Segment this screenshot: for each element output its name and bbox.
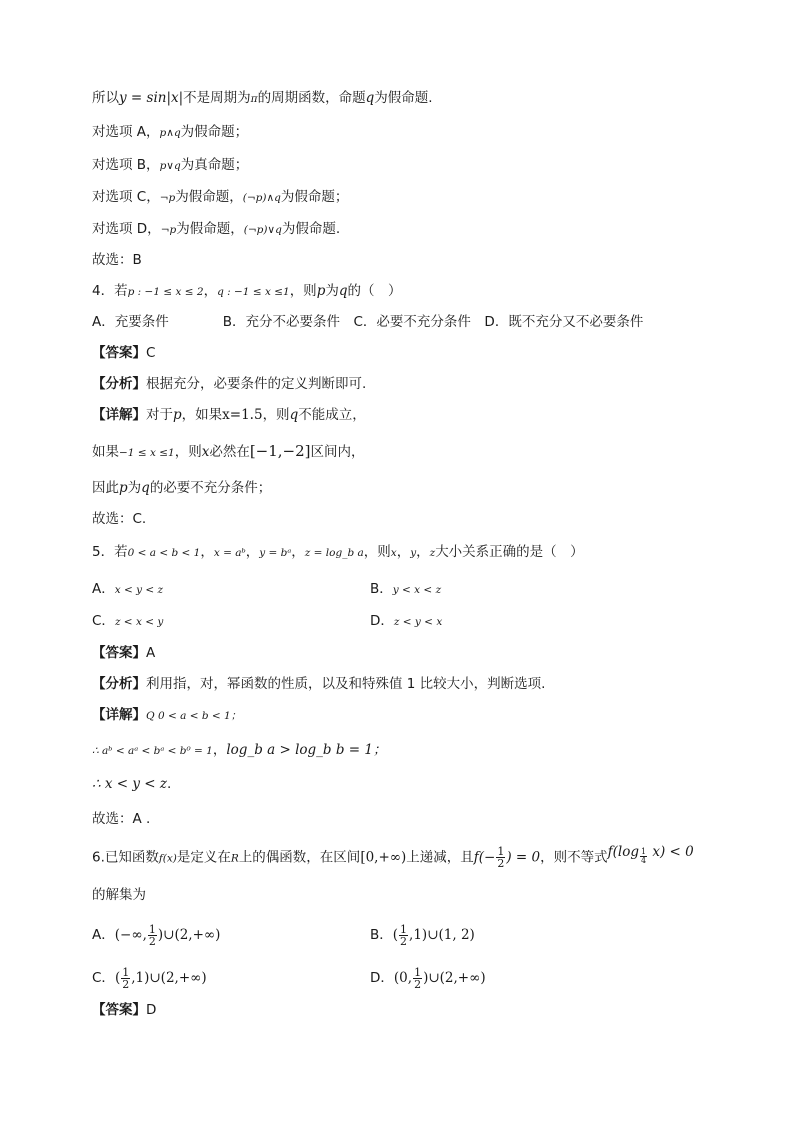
q4-stem: 4．若p : −1 ≤ x ≤ 2，q : −1 ≤ x ≤1，则p为q的（ ） [92, 283, 402, 299]
q4-detail-line2: 如果−1 ≤ x ≤1，则x必然在[−1,−2]区间内， [92, 442, 365, 460]
q5-options-row1: A．x < y < z B．y < x < z [92, 581, 442, 597]
q6-log-base-fraction: $\frac{1}{4}$ [640, 847, 647, 865]
q4-options: A．充要条件 B．充分不必要条件 C．必要不充分条件 D．既不充分又不必要条件 [92, 314, 644, 330]
q5-detail-line2: ∴ aᵇ < aᵃ < bᵃ < b⁰ = 1，log_b a > log_b b = 1； [92, 742, 387, 758]
prev-option-c-line: 对选项 C，¬p为假命题，(¬p)∧q为假命题； [92, 189, 349, 205]
q5-detail: 【详解】Q 0 < a < b < 1； [92, 707, 242, 723]
prev-option-a-line: 对选项 A，p∧q为假命题； [92, 124, 249, 140]
q6-options-row2: C．( $\frac{1}{2}$ ,1)∪(2,+∞) D．(0, $\frac{1}{2}$ )∪(2,+∞) [92, 965, 486, 991]
q4-choose: 故选：C. [92, 511, 147, 527]
prev-conclusion-line: 所以y = sin|x|不是周期为π的周期函数，命题q为假命题. [92, 90, 433, 106]
q5-stem: 5．若0 < a < b < 1，x = aᵇ，y = bᵃ，z = log_b a，则x，y，z大小关系正确的是（ ） [92, 544, 584, 560]
q6-options-row1: A．(−∞, $\frac{1}{2}$ )∪(2,+∞) B．( $\frac{1}{2}$ ,1)∪(1, 2) [92, 922, 475, 948]
prev-choose-line: 故选：B [92, 252, 142, 268]
q6-stem-fraction: $\frac{1}{2}$ [497, 845, 505, 870]
prev-option-d-line: 对选项 D，¬p为假命题，(¬p)∨q为假命题. [92, 221, 341, 237]
q4-answer: 【答案】C [92, 345, 156, 361]
q5-answer: 【答案】A [92, 645, 156, 661]
prev-option-b-line: 对选项 B，p∨q为真命题； [92, 157, 249, 173]
q6-stem-line2: 的解集为 [92, 887, 146, 903]
q6-stem: 6.已知函数f(x)是定义在R上的偶函数，在区间[0,+∞)上递减，且f(− $\frac{1}{2}$ ) = 0，则不等式f(log $\frac{1}{4}$ x) < 0 [92, 843, 694, 870]
q5-options-row2: C．z < x < y D．z < y < x [92, 613, 443, 629]
q6-answer: 【答案】D [92, 1002, 157, 1018]
q5-detail-line3: ∴ x < y < z. [92, 776, 172, 792]
q4-detail-line3: 因此p为q的必要不充分条件； [92, 480, 272, 496]
q5-choose: 故选：A . [92, 811, 151, 827]
q4-analysis: 【分析】根据充分，必要条件的定义判断即可. [92, 376, 367, 392]
q5-analysis: 【分析】利用指，对，幂函数的性质，以及和特殊值 1 比较大小，判断选项. [92, 676, 546, 692]
q4-detail: 【详解】对于p，如果x=1.5，则q不能成立， [92, 407, 366, 423]
